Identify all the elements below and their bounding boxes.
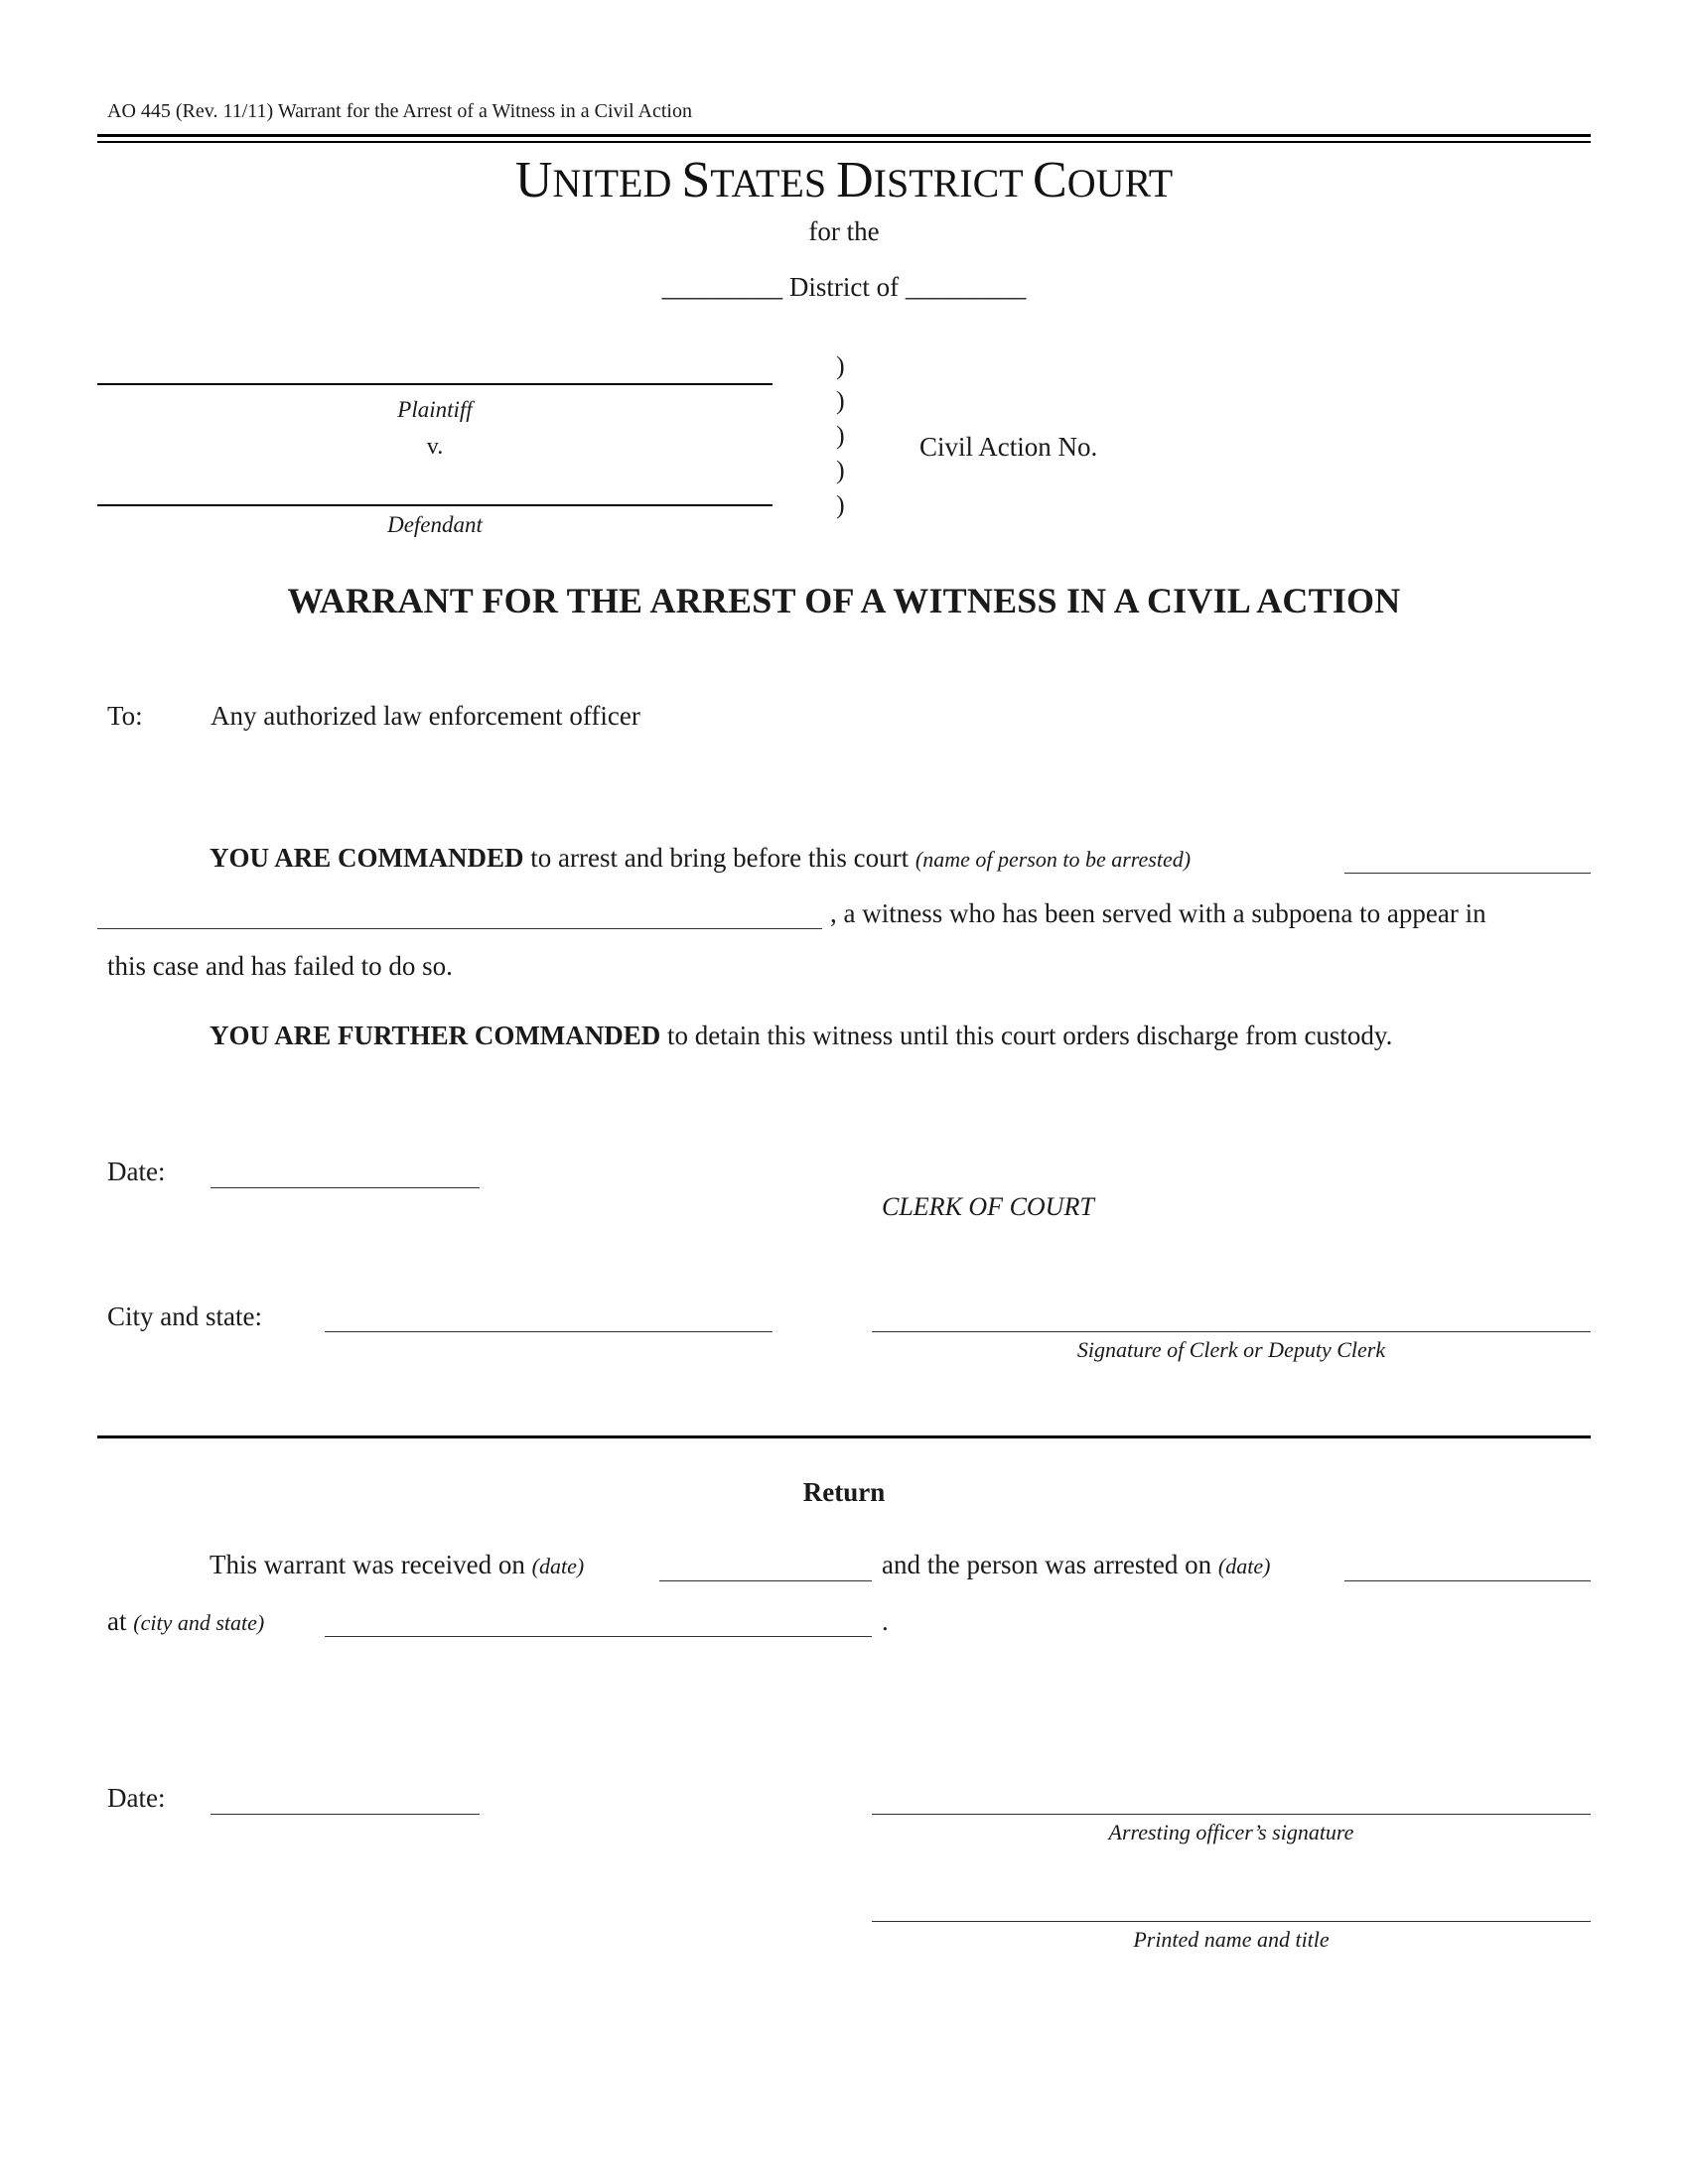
document-title: WARRANT FOR THE ARREST OF A WITNESS IN A CIVIL ACTION (287, 581, 1401, 620)
command-bold-2: YOU ARE FURTHER COMMANDED (210, 1021, 661, 1050)
command-line-1 (210, 842, 1191, 876)
command-text-4: to detain this witness until this court orders discharge from custody. (660, 1021, 1393, 1050)
period: . (882, 1606, 889, 1636)
versus-label: v. (426, 434, 444, 460)
printed-name-field[interactable] (872, 1921, 1591, 1922)
command-bold-1: YOU ARE COMMANDED (210, 843, 524, 873)
defendant-label: Defendant (387, 512, 483, 537)
for-the-text: for the (808, 216, 880, 246)
plaintiff-label: Plaintiff (397, 397, 473, 422)
district-line: _________ District of _________ (661, 272, 1027, 302)
officer-signature-field[interactable] (872, 1814, 1591, 1815)
command-line-3: this case and has failed to do so. (107, 951, 453, 981)
caption-paren: ) (836, 386, 845, 415)
arrest-city-state-field[interactable] (325, 1636, 872, 1637)
arrested-date-field[interactable] (1344, 1580, 1591, 1581)
clerk-signature-field[interactable] (872, 1331, 1591, 1332)
header-rule-thick (97, 134, 1591, 137)
caption-paren: ) (836, 421, 845, 450)
defendant-line[interactable] (97, 504, 773, 506)
plaintiff-line[interactable] (97, 383, 773, 385)
printed-name-caption: Printed name and title (1133, 1927, 1330, 1952)
command-line-4 (210, 1020, 1392, 1051)
command-line-2: , a witness who has been served with a subpoena to appear in (830, 898, 1486, 928)
date-label: Date: (107, 1157, 166, 1186)
city-state-hint: (city and state) (133, 1610, 265, 1635)
received-text: This warrant was received on (date) (210, 1550, 585, 1579)
caption-paren: ) (836, 351, 845, 380)
header-rule-thin (97, 141, 1591, 143)
arrestee-name-field-1[interactable] (1344, 873, 1591, 874)
to-recipient: Any authorized law enforcement officer (211, 701, 640, 731)
officer-signature-caption: Arresting officer’s signature (1108, 1820, 1354, 1844)
return-divider (97, 1435, 1591, 1438)
received-date-hint: (date) (531, 1554, 585, 1578)
city-state-label: City and state: (107, 1301, 262, 1331)
clerk-of-court-label: CLERK OF COURT (882, 1192, 1094, 1221)
command-text-1: to arrest and bring before this court (523, 843, 915, 873)
return-date-label: Date: (107, 1783, 166, 1813)
city-state-field[interactable] (325, 1331, 773, 1332)
to-label: To: (107, 701, 143, 731)
date-field[interactable] (211, 1187, 480, 1188)
arrestee-name-field-2[interactable] (97, 928, 822, 929)
civil-action-label: Civil Action No. (919, 432, 1098, 462)
caption-paren: ) (836, 490, 845, 519)
arrested-date-hint: (date) (1217, 1554, 1271, 1578)
arrested-text: and the person was arrested on (date) (882, 1550, 1271, 1579)
return-heading: Return (802, 1477, 886, 1507)
received-date-field[interactable] (659, 1580, 872, 1581)
at-city-state-text: at (city and state) (107, 1606, 265, 1636)
arrestee-hint: (name of person to be arrested) (914, 847, 1192, 872)
return-date-field[interactable] (211, 1814, 480, 1815)
caption-paren: ) (836, 456, 845, 484)
form-id-header: AO 445 (Rev. 11/11) Warrant for the Arrest of a Witness in a Civil Action (107, 100, 692, 122)
court-title: UNITED STATES DISTRICT COURT (514, 152, 1174, 208)
clerk-signature-caption: Signature of Clerk or Deputy Clerk (1076, 1337, 1386, 1362)
